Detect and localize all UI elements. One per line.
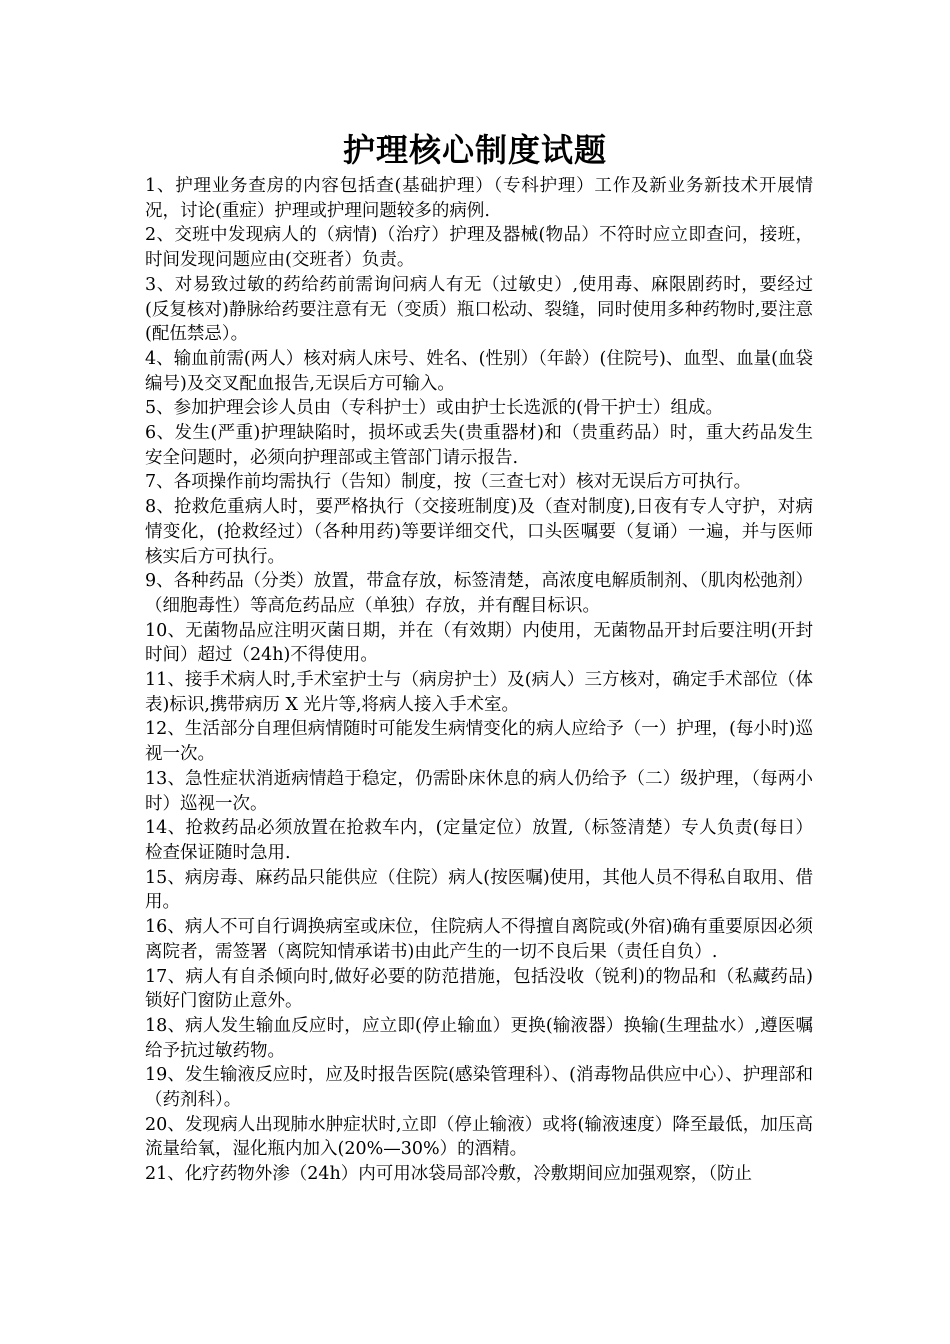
document-title: 护理核心制度试题 bbox=[342, 131, 607, 169]
question-item-1: 1、护理业务查房的内容包括查(基础护理）（专科护理）工作及新业务新技术开展情况，讨论(重症）护理或护理问题较多的病例. bbox=[145, 176, 813, 221]
question-item-9: 9、各种药品（分类）放置，带盒存放，标签清楚，高浓度电解质制剂、（肌肉松弛剂）（细胞毒性）等高危药品应（单独）存放，并有醒目标识。 bbox=[145, 571, 813, 616]
question-item-20: 20、发现病人出现肺水肿症状时,立即（停止输液）或将(输液速度）降至最低，加压高流量给氧，湿化瓶内加入(20%—30%）的酒精。 bbox=[145, 1114, 813, 1160]
question-item-8: 8、抢救危重病人时，要严格执行（交接班制度)及（查对制度),日夜有专人守护，对病情变化，(抢救经过）（各种用药)等要详细交代，口头医嘱要（复诵）一遍，并与医师核实后方可执行。 bbox=[145, 497, 813, 567]
question-item-5: 5、参加护理会诊人员由（专科护士）或由护士长选派的(骨干护士）组成。 bbox=[145, 398, 723, 419]
question-item-14: 14、抢救药品必须放置在抢救车内，(定量定位）放置,（标签清楚）专人负责(每日）检查保证随时急用. bbox=[145, 818, 813, 863]
question-item-15: 15、病房毒、麻药品只能供应（住院）病人(按医嘱)使用，其他人员不得私自取用、借用。 bbox=[145, 867, 813, 913]
question-item-2: 2、交班中发现病人的（病情)（治疗）护理及器械(物品）不符时应立即查问，接班，时间发现问题应由(交班者）负责。 bbox=[145, 225, 813, 271]
question-item-13: 13、急性症状消逝病情趋于稳定，仍需卧床休息的病人仍给予（二）级护理，（每两小时）巡视一次。 bbox=[145, 768, 813, 814]
question-item-4: 4、输血前需(两人）核对病人床号、姓名、(性别）（年龄）(住院号)、血型、血量(血袋编号)及交叉配血报告,无误后方可输入。 bbox=[145, 348, 813, 394]
question-item-11: 11、接手术病人时,手术室护士与（病房护士）及(病人）三方核对，确定手术部位（体表)标识,携带病历 X 光片等,将病人接入手术室。 bbox=[145, 670, 813, 715]
question-item-19: 19、发生输液反应时，应及时报告医院(感染管理科）、(消毒物品供应中心）、护理部和（药剂科）。 bbox=[145, 1065, 813, 1111]
question-item-21: 21、化疗药物外渗（24h）内可用冰袋局部冷敷，冷敷期间应加强观察，（防止 bbox=[145, 1164, 753, 1185]
question-item-3: 3、对易致过敏的药给药前需询问病人有无（过敏史）,使用毒、麻限剧药时，要经过(反复核对)静脉给药要注意有无（变质）瓶口松动、裂缝，同时使用多种药物时,要注意(配伍禁忌）。 bbox=[145, 274, 813, 345]
question-item-6: 6、发生(严重)护理缺陷时，损坏或丢失(贵重器材)和（贵重药品）时，重大药品发生安全问题时，必须向护理部或主管部门请示报告. bbox=[145, 423, 813, 468]
question-item-16: 16、病人不可自行调换病室或床位，住院病人不得擅自离院或(外宿)确有重要原因必须离院者，需签署（离院知情承诺书)由此产生的一切不良后果（责任自负）. bbox=[145, 917, 813, 962]
question-list bbox=[145, 174, 813, 1187]
question-item-10: 10、无菌物品应注明灭菌日期，并在（有效期）内使用，无菌物品开封后要注明(开封时间）超过（24h)不得使用。 bbox=[145, 620, 813, 666]
question-item-18: 18、病人发生输血反应时，应立即(停止输血）更换(输液器）换输(生理盐水）,遵医嘱给予抗过敏药物。 bbox=[145, 1015, 813, 1061]
question-item-17: 17、病人有自杀倾向时,做好必要的防范措施，包括没收（锐利)的物品和（私藏药品)锁好门窗防止意外。 bbox=[145, 966, 813, 1012]
question-item-12: 12、生活部分自理但病情随时可能发生病情变化的病人应给予（一）护理，(每小时)巡视一次。 bbox=[145, 719, 813, 765]
question-item-7: 7、各项操作前均需执行（告知）制度，按（三查七对）核对无误后方可执行。 bbox=[145, 472, 752, 493]
